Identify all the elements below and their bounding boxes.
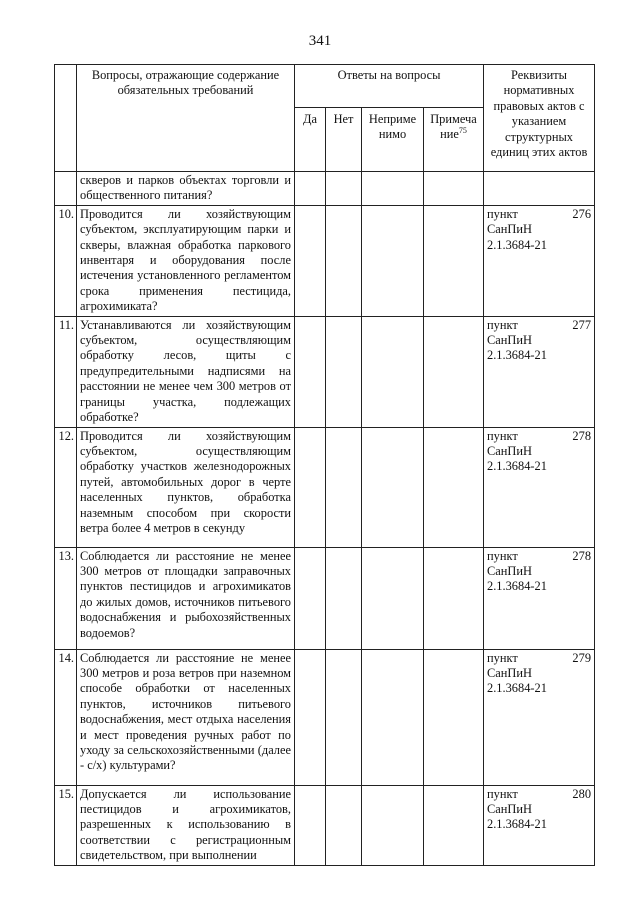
ref-code: 2.1.3684-21 xyxy=(487,817,547,832)
row-number: 10. xyxy=(55,205,77,316)
question-text: Устанавливаются ли хозяйствующим субъектом, осуществляющим обработку лесов, щиты с предупредительными надписями на расстоянии не менее чем 300 метров от границы участка, подлежащих обработке? xyxy=(77,316,295,427)
header-requisites: Реквизиты нормативных правовых актов с указанием структурных единиц этих актов xyxy=(484,65,595,172)
answer-yes-cell xyxy=(295,172,326,206)
ref-label: пункт xyxy=(487,650,518,665)
ref-label: пункт xyxy=(487,548,518,563)
table-row xyxy=(55,172,595,206)
ref-code: 2.1.3684-21 xyxy=(487,237,547,252)
row-number: 11. xyxy=(55,316,77,427)
requisites-cell xyxy=(484,785,595,865)
header-not-applicable: Неприме нимо xyxy=(362,108,424,172)
header-note xyxy=(424,108,484,172)
question-text: Соблюдается ли расстояние не менее 300 метров от площадки заправочных пунктов пестицидов и агрохимикатов до жилых домов, источников питьевого водоснабжения и рыбохозяйственных водоемов? xyxy=(77,547,295,649)
requisites-cell xyxy=(484,427,595,547)
table-row xyxy=(55,205,595,316)
answer-na-cell xyxy=(362,785,424,865)
header-no: Нет xyxy=(326,108,362,172)
header-note-label: Примеча ние xyxy=(430,112,477,142)
answer-yes-cell xyxy=(295,649,326,785)
table-row xyxy=(55,316,595,427)
answer-yes-cell xyxy=(295,205,326,316)
answer-note-cell xyxy=(424,316,484,427)
ref-doc: СанПиН xyxy=(487,665,532,680)
answer-no-cell xyxy=(326,785,362,865)
requisites-cell xyxy=(484,205,595,316)
ref-doc: СанПиН xyxy=(487,333,532,348)
ref-label: пункт xyxy=(487,206,518,221)
ref-code: 2.1.3684-21 xyxy=(487,459,547,474)
header-num-cell xyxy=(55,65,77,172)
answer-na-cell xyxy=(362,205,424,316)
ref-point: 277 xyxy=(572,317,592,332)
ref-point: 280 xyxy=(572,786,592,801)
answer-no-cell xyxy=(326,172,362,206)
requisites-cell xyxy=(484,316,595,427)
page-number: 341 xyxy=(308,33,332,49)
table-row xyxy=(55,649,595,785)
ref-point: 279 xyxy=(572,650,592,665)
ref-code: 2.1.3684-21 xyxy=(487,579,547,594)
answer-na-cell xyxy=(362,316,424,427)
ref-point: 278 xyxy=(572,428,592,443)
question-text: скверов и парков объектах торговли и общественного питания? xyxy=(77,172,295,206)
ref-label: пункт xyxy=(487,428,518,443)
header-answers: Ответы на вопросы xyxy=(295,65,484,108)
answer-yes-cell xyxy=(295,785,326,865)
answer-note-cell xyxy=(424,649,484,785)
row-number: 14. xyxy=(55,649,77,785)
header-row-top xyxy=(55,65,595,108)
row-number xyxy=(55,172,77,206)
table-row xyxy=(55,427,595,547)
answer-no-cell xyxy=(326,547,362,649)
answer-note-cell xyxy=(424,785,484,865)
answer-no-cell xyxy=(326,205,362,316)
requisites-cell xyxy=(484,547,595,649)
footnote-ref: 75 xyxy=(458,126,467,136)
header-questions: Вопросы, отражающие содержание обязательных требований xyxy=(77,65,295,172)
ref-point: 278 xyxy=(572,548,592,563)
answer-na-cell xyxy=(362,547,424,649)
answer-no-cell xyxy=(326,649,362,785)
table-row xyxy=(55,785,595,865)
answer-note-cell xyxy=(424,205,484,316)
requisites-cell xyxy=(484,649,595,785)
ref-label: пункт xyxy=(487,317,518,332)
ref-doc: СанПиН xyxy=(487,443,532,458)
ref-doc: СанПиН xyxy=(487,563,532,578)
ref-code: 2.1.3684-21 xyxy=(487,681,547,696)
row-number: 13. xyxy=(55,547,77,649)
answer-yes-cell xyxy=(295,427,326,547)
answer-na-cell xyxy=(362,172,424,206)
row-number: 12. xyxy=(55,427,77,547)
ref-code: 2.1.3684-21 xyxy=(487,348,547,363)
ref-doc: СанПиН xyxy=(487,801,532,816)
requisites-cell xyxy=(484,172,595,206)
answer-note-cell xyxy=(424,172,484,206)
table-row xyxy=(55,547,595,649)
ref-label: пункт xyxy=(487,786,518,801)
question-text: Проводится ли хозяйствующим субъектом, осуществляющим обработку участков железнодорожных путей, автомобильных дорог в черте населенных пунктов, обработка наземным способом при скорости ветра более 4 метров в секунду xyxy=(77,427,295,547)
row-number: 15. xyxy=(55,785,77,865)
ref-doc: СанПиН xyxy=(487,222,532,237)
answer-na-cell xyxy=(362,649,424,785)
header-yes: Да xyxy=(295,108,326,172)
answer-yes-cell xyxy=(295,547,326,649)
answer-note-cell xyxy=(424,547,484,649)
question-text: Допускается ли использование пестицидов и агрохимикатов, разрешенных к использованию в соответствии с регистрационным свидетельством, при выполнении xyxy=(77,785,295,865)
answer-yes-cell xyxy=(295,316,326,427)
question-text: Соблюдается ли расстояние не менее 300 метров и роза ветров при наземном способе обработки от населенных пунктов, источников питьевого водоснабжения, мест отдыха населения и мест проведения ручных работ по уходу за сельскохозяйственными (далее - с/х) культурами? xyxy=(77,649,295,785)
question-text: Проводится ли хозяйствующим субъектом, эксплуатирующим парки и скверы, влажная обработка паркового инвентаря и оборудования после истечения установленного регламентом срока применения пестицида, агрохимиката? xyxy=(77,205,295,316)
requirements-table xyxy=(54,64,595,866)
answer-no-cell xyxy=(326,316,362,427)
ref-point: 276 xyxy=(572,206,592,221)
answer-na-cell xyxy=(362,427,424,547)
answer-note-cell xyxy=(424,427,484,547)
answer-no-cell xyxy=(326,427,362,547)
